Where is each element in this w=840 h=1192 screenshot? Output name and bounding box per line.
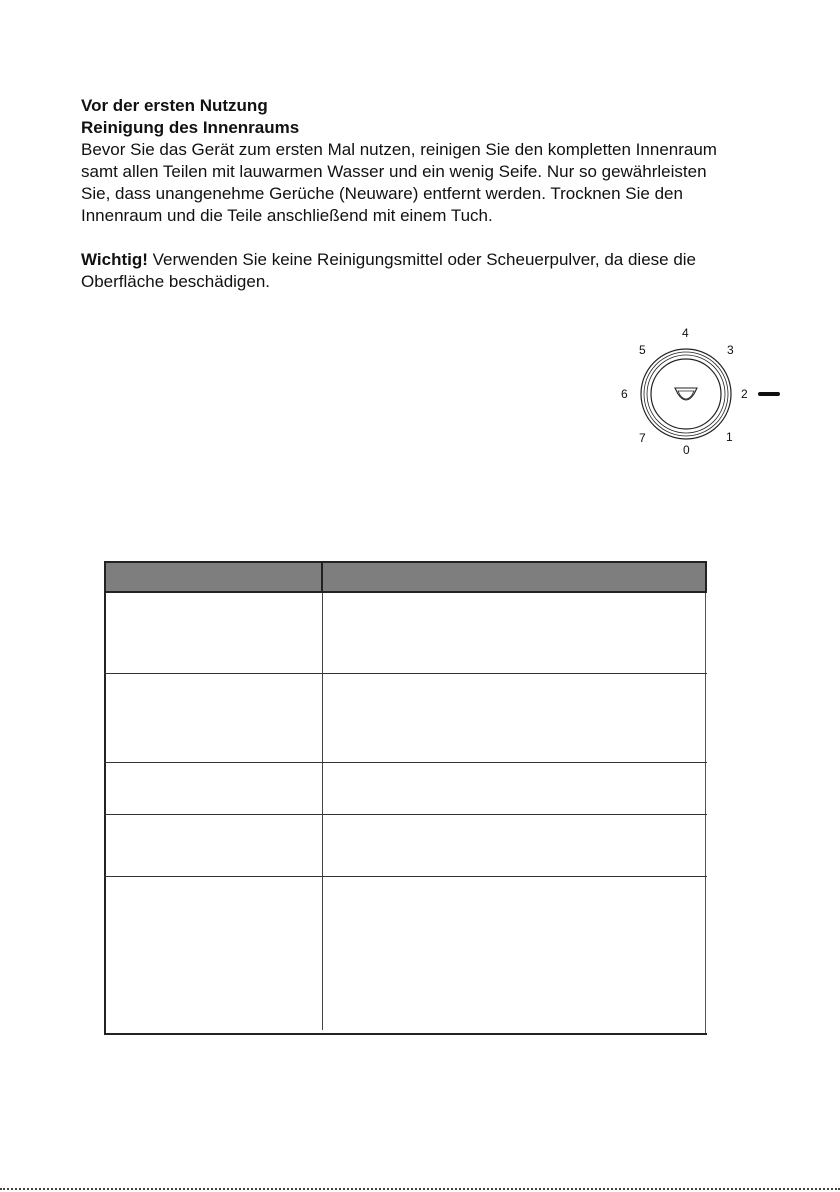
- pointer-mark: [758, 392, 780, 396]
- table-header: [104, 561, 707, 593]
- warning-text: Verwenden Sie keine Reinigungsmittel oder Scheuerpulver, da diese die: [147, 250, 697, 269]
- temperature-dial: [608, 320, 788, 470]
- dial-number: 1: [726, 430, 733, 444]
- dial-indicator: [675, 388, 697, 400]
- table-row: [104, 762, 707, 763]
- section-heading: Vor der ersten Nutzung: [81, 96, 268, 115]
- paragraph-line: samt allen Teilen mit lauwarmen Wasser und ein wenig Seife. Nur so gewährleisten: [81, 162, 707, 181]
- warning-label: Wichtig!: [81, 250, 148, 269]
- section-subheading: Reinigung des Innenraums: [81, 118, 300, 137]
- table-row: [104, 814, 707, 815]
- instruction-text: [81, 95, 781, 293]
- warning-line-2: Oberfläche beschädigen.: [81, 272, 271, 291]
- table-row: [104, 876, 707, 877]
- dial-knob: [651, 359, 721, 429]
- dial-outer-ring: [641, 349, 731, 439]
- paragraph-line: Sie, dass unangenehme Gerüche (Neuware) entfernt werden. Trocknen Sie den: [81, 184, 683, 203]
- paragraph-line: Innenraum und die Teile anschließend mit einem Tuch.: [81, 206, 493, 225]
- dial-number: 7: [639, 431, 646, 445]
- table-row: [104, 673, 707, 674]
- dial-number: 6: [621, 387, 628, 401]
- info-table: [104, 561, 707, 1035]
- dial-number: 4: [682, 326, 689, 340]
- dial-number: 0: [683, 443, 690, 457]
- page-bottom-border: [0, 1188, 840, 1190]
- dial-number: 3: [727, 343, 734, 357]
- dial-ring: [644, 352, 728, 436]
- dial-number: 2: [741, 387, 748, 401]
- dial-ring: [647, 355, 725, 433]
- paragraph-line: Bevor Sie das Gerät zum ersten Mal nutzen, reinigen Sie den kompletten Innenraum: [81, 140, 717, 159]
- dial-number: 5: [639, 343, 646, 357]
- warning-line: [81, 249, 781, 271]
